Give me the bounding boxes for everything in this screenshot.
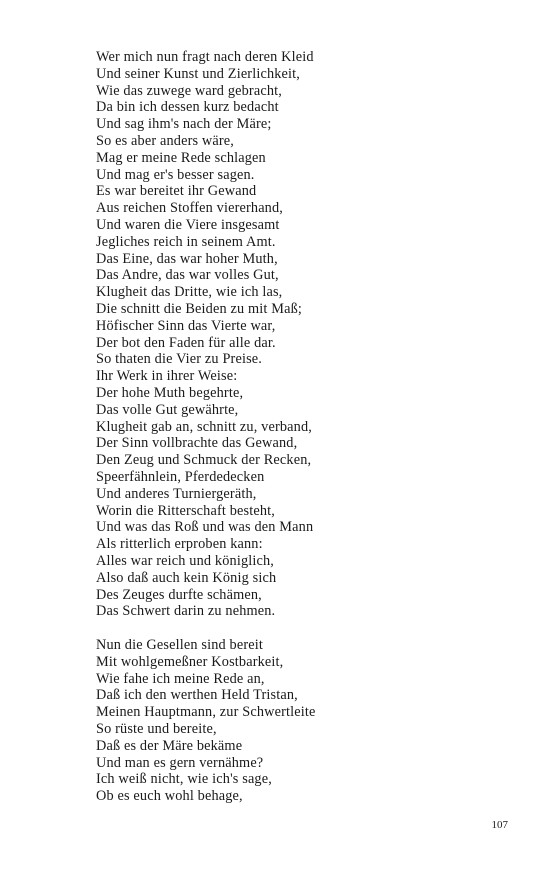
verse-line: Klugheit gab an, schnitt zu, verband, [96, 418, 312, 435]
verse-line: Und was das Roß und was den Mann [96, 519, 314, 536]
verse-line: Mit wohlgemeßner Kostbarkeit, [96, 653, 284, 670]
verse-line: So thaten die Vier zu Preise. [96, 351, 263, 368]
verse-line: Und waren die Viere insgesamt [96, 216, 280, 233]
verse-line: Da bin ich dessen kurz bedacht [96, 99, 279, 116]
verse-line: Speerfähnlein, Pferdedecken [96, 468, 265, 485]
verse-line: Das Eine, das war hoher Muth, [96, 250, 278, 267]
verse-line: Aus reichen Stoffen viererhand, [96, 200, 284, 217]
verse-line: Wer mich nun fragt nach deren Kleid [96, 49, 314, 65]
verse-line: Jegliches reich in seinem Amt. [96, 233, 276, 250]
verse-line: Die schnitt die Beiden zu mit Maß; [96, 300, 303, 317]
verse-line: Und mag er's besser sagen. [96, 166, 255, 183]
verse-line: Worin die Ritterschaft besteht, [96, 502, 275, 519]
verse-line: Wie das zuwege ward gebracht, [96, 82, 282, 99]
verse-line: Mag er meine Rede schlagen [96, 149, 266, 166]
verse-line: Meinen Hauptmann, zur Schwertleite [96, 704, 316, 721]
page-number: 107 [491, 819, 508, 831]
verse-line: Höfischer Sinn das Vierte war, [96, 317, 276, 334]
verse-line: Klugheit das Dritte, wie ich las, [96, 284, 283, 301]
verse-line: Wie fahe ich meine Rede an, [96, 670, 265, 687]
verse-line: Den Zeug und Schmuck der Recken, [96, 452, 312, 469]
verse-line: Der hohe Muth begehrte, [96, 384, 244, 401]
verse-line: Und sag ihm's nach der Märe; [96, 116, 272, 133]
verse-line: Alles war reich und königlich, [96, 552, 275, 569]
verse-line: Und anderes Turniergeräth, [96, 485, 257, 502]
verse-line: Daß ich den werthen Held Tristan, [96, 687, 298, 704]
verse-line: Und man es gern vernähme? [96, 754, 264, 771]
verse-line: Das volle Gut gewährte, [96, 401, 239, 418]
stanza-1 [96, 49, 496, 620]
verse-line: So es aber anders wäre, [96, 132, 235, 149]
verse-line: Ihr Werk in ihrer Weise: [96, 368, 238, 385]
verse-line: Der Sinn vollbrachte das Gewand, [96, 435, 298, 452]
verse-line: Der bot den Faden für alle dar. [96, 334, 276, 351]
poem-text [96, 49, 496, 805]
verse-line: Ich weiß nicht, wie ich's sage, [96, 771, 272, 788]
verse-line: Ob es euch wohl behage, [96, 788, 243, 805]
verse-line: Das Andre, das war volles Gut, [96, 267, 279, 284]
verse-line: Daß es der Märe bekäme [96, 737, 243, 754]
verse-line: So rüste und bereite, [96, 721, 217, 738]
verse-line: Des Zeuges durfte schämen, [96, 586, 262, 603]
verse-line: Es war bereitet ihr Gewand [96, 183, 257, 200]
stanza-2 [96, 637, 496, 805]
verse-line: Also daß auch kein König sich [96, 569, 277, 586]
verse-line: Nun die Gesellen sind bereit [96, 637, 263, 654]
verse-line: Als ritterlich erproben kann: [96, 536, 263, 553]
verse-line: Das Schwert darin zu nehmen. [96, 603, 276, 620]
verse-line: Und seiner Kunst und Zierlichkeit, [96, 65, 301, 82]
